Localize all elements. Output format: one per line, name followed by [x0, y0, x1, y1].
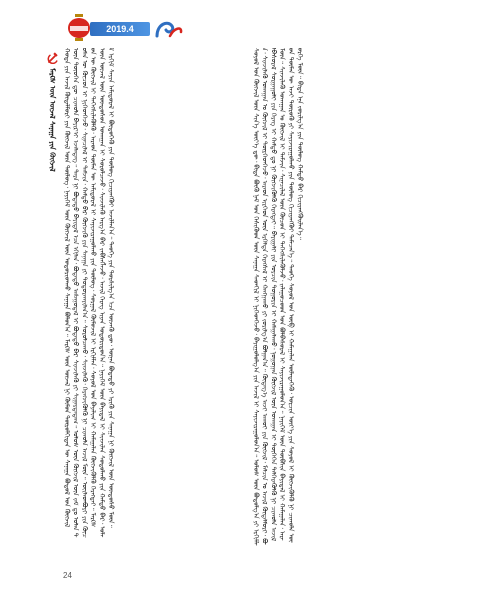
issue-banner [90, 22, 150, 36]
text-column-right: ᠰᠣᠶᠣᠯ ᠤᠨ ᠬᠥᠭᠵᠢᠯ ᠦᠨ ᠰᠢᠨ᠎ᠡ ᠦᠶ᠎ᠡ ᠳᠦ᠂ ᠪᠢᠳᠡ ᠪᠦᠬᠦ ᠨᠠᠮ ᠤᠨ ᠭᠡᠰᠢᠭᠦᠳ ᠦᠨ ᠰᠠᠨᠠᠭᠠ ᠰᠡᠳᠬᠢᠯ ᠢ ᠨᠢᠭᠡᠳᠬᠡᠵᠦ᠂ ᠪᠠᠶᠢᠭᠤᠯᠤᠯᠭ᠎ᠠ ᠶᠢᠨ ᠠᠵᠢᠯ ᠢ ᠰᠠᠶᠢᠵᠢᠷᠠᠭᠤᠯᠤᠨ᠎ᠠ᠃ ᠤᠯᠤᠰ ᠦᠨ ᠪᠣᠳᠤᠯᠭ᠎ᠠ ᠶᠢ ᠡᠷᠬᠢᠮᠯᠡᠨ᠂ ᠰᠢᠨᠵᠢᠯᠡᠬᠦ ᠤᠬᠠᠭᠠᠨ ᠤ ᠬᠥᠭᠵᠢᠯ ᠢ ᠲᠦᠷᠭᠡᠳᠭᠡᠵᠦ᠂ ᠠᠷᠠᠳ ᠢᠷᠭᠡᠳ ᠦᠨ ᠡᠷᠭᠡᠯᠲᠡ ᠬᠡᠷᠡᠭᠰᠡᠯ ᠢ ᠬᠠᠩᠭᠠᠬᠤ ᠶᠢ ᠵᠣᠷᠢᠯᠭ᠎ᠠ ᠪᠣᠯᠭᠠᠨ᠎ᠠ᠃ ᠬᠥᠳᠡᠭ᠎ᠡ ᠠᠵᠢ ᠠᠬᠤᠢ ᠶᠢᠨ ᠬᠥᠭᠵᠢᠯ᠂ ᠮᠠᠯᠴᠢᠨ ᠤ ᠠᠵᠢᠯ ᠬᠥᠳᠡᠯᠮᠦᠷᠢ᠂ ᠪᠣᠯᠪᠠᠰᠤᠷᠠᠯ ᠰᠤᠷᠭᠠᠭᠤᠯᠢ ᠶᠢᠨ ᠬᠡᠷᠡᠭ ᠢ ᠬᠠᠮᠲᠤ ᠳᠤ ᠨᠢ ᠬᠥᠭᠵᠢᠭᠦᠯᠬᠦ ᠬᠡᠷᠡᠭᠲᠡᠶ᠃ ᠪᠠᠶᠢᠭᠠᠯᠢ ᠶᠢᠨ ᠣᠷᠴᠢᠨ ᠲᠣᠭᠣᠷᠢᠨ ᠢ ᠬᠠᠮᠠᠭᠠᠯᠠᠬᠤ᠂ ᠨᠣᠭᠣᠭᠠᠨ ᠬᠥᠭᠵᠢᠯ ᠦᠨ ᠤᠬᠠᠭᠠᠨ ᠢ ᠲᠦᠭᠡᠭᠡᠨ ᠳᠡᠯᠭᠡᠷᠡᠭᠦᠯᠬᠦ ᠨᠢ ᠴᠢᠬᠤᠯᠠ ᠠᠵᠢᠯ ᠮᠥᠨ᠃ ᠰᠢᠨᠵᠢᠯᠡᠬᠦ ᠤᠬᠠᠭᠠᠨ ᠤ ᠬᠥᠭᠵᠢᠯ ᠢ ᠳᠡᠮᠵᠢᠨ᠂ ᠰᠢᠨᠡᠴᠢᠯᠡᠯ ᠦᠨ ᠬᠦᠴᠦᠨ ᠢ ᠳᠡᠭᠡᠭᠰᠢᠯᠡᠭᠦᠯᠵᠦ᠂ ᠵᠠᠯᠠᠭᠤᠴᠤᠳ ᠤᠨ ᠪᠣᠯᠪᠠᠰᠤᠷᠠᠯ ᠢ ᠰᠠᠶᠢᠵᠢᠷᠠᠭᠤᠯᠤᠨ᠎ᠠ᠃ ᠨᠡᠶᠢᠭᠡᠮ ᠦᠨ ᠲᠥᠪᠰᠢᠨ ᠪᠠᠶᠢᠳᠠᠯ ᠢ ᠬᠠᠮᠠᠭᠠᠯᠠᠨ᠂ ᠠᠷᠠᠳ ᠲᠦᠮᠡᠨ ᠦ ᠠᠵᠢ ᠲᠦᠷᠦᠬᠦ ᠶᠢ ᠰᠠᠶᠢᠵᠢᠷᠠᠭᠤᠯᠬᠤ ᠶᠢᠨ ᠲᠥᠯᠥᠭ ᠬᠢᠴᠢᠶᠡᠩᠭᠦᠢ ᠲᠡᠮᠡᠴᠡᠨ᠎ᠡ᠃ ᠲᠡᠦᠬᠡ ᠰᠣᠶᠣᠯ ᠤᠨ ᠥᠪ ᠢ ᠬᠠᠮᠠᠭᠠᠯᠠᠨ ᠦᠯᠡᠳᠡᠭᠡᠬᠦ᠂ ᠣᠷᠴᠢᠨ ᠦᠶ᠎ᠡ ᠶᠢᠨ ᠰᠣᠶᠣᠯ ᠢ ᠬᠥᠭᠵᠢᠭᠦᠯᠬᠦ ᠨᠢ ᠴᠢᠬᠤᠯᠠ ᠦᠦᠷᠭᠡ ᠮᠥᠨ᠃ ᠪᠢᠳᠡ ᠡᠨᠡ ᠵᠣᠷᠢᠯᠭ᠎ᠠ ᠶᠢᠨ ᠲᠥᠯᠥᠭ ᠬᠠᠮᠲᠤ ᠪᠠᠷ ᠬᠢᠴᠢᠶᠡᠩᠭᠦᠢᠯᠡᠨ᠎ᠡ᠃ [251, 48, 304, 546]
page-number: 24 [63, 571, 72, 580]
article-caption [46, 52, 60, 232]
lantern-icon [66, 14, 92, 42]
masthead [66, 14, 184, 44]
hammer-sickle-emblem-icon [47, 52, 59, 64]
issue-label: 2019.4 [106, 24, 134, 34]
swirl-logo-icon [154, 18, 184, 40]
text-column-left: ᠬᠣᠲᠠ ᠶᠢᠨ ᠠᠵᠢᠯ ᠬᠥᠳᠡᠯᠮᠦᠷᠢ ᠶᠢᠨ ᠬᠥᠭᠵᠢᠯ ᠦᠨ ᠲᠥᠯᠥᠭ᠂ ᠨᠡᠶᠢᠭᠡᠮ ᠦᠨ ᠬᠥᠭᠵᠢᠯ ᠦᠨ ᠤᠳᠤᠷᠢᠳᠬᠤ ᠰᠠᠨᠠᠭᠠ ᠪᠣᠯᠤᠨ᠎ᠠ᠃ ᠮᠠᠷᠺᠰ ᠦᠨ ᠦᠵᠡᠯ ᠨᠢ ᠬᠦᠮᠦᠨ ᠲᠥᠷᠥᠯᠬᠢᠲᠡᠨ ᠦ ᠰᠠᠨᠠᠭᠠ ᠪᠣᠳᠤᠯ ᠤᠨ ᠬᠥᠭᠵᠢᠯ ᠦᠨ ᠲᠦᠦᠬᠡᠨ ᠳᠦ ᠴᠢᠬᠤᠯᠠ ᠪᠠᠶᠢᠷ᠎ᠢ ᠡᠵᠡᠯᠡᠳᠡᠭ᠃ ᠲᠡᠷᠡ ᠨᠢ ᠪᠣᠳᠠᠲᠤ ᠪᠠᠶᠢᠳᠠᠯ ᠡᠴᠡ ᠡᠬᠢᠯᠡᠨ᠂ ᠪᠣᠳᠠᠲᠤ ᠠᠰᠠᠭᠤᠳᠠᠯ ᠢ ᠪᠣᠳᠠᠲᠤ ᠪᠠᠷ ᠰᠢᠨᠵᠢᠯᠡᠬᠦ ᠶᠢ ᠰᠢᠭᠠᠷᠳᠠᠳᠠᠭ᠃ ᠤᠯᠤᠰ ᠦᠨ ᠬᠥᠭᠵᠢᠯ ᠦᠨ ᠵᠠᠮ ᠳᠤ ᠣᠯᠠᠨ ᠲᠦᠮᠡᠨ ᠦ ᠬᠦᠴᠦᠨ ᠢ ᠨᠢᠭᠡᠳᠭᠡᠵᠦ᠂ ᠰᠢᠨᠡᠴᠢᠯᠡᠯ ᠢ ᠳᠡᠮᠵᠢᠨ᠂ ᠬᠠᠮᠲᠤ ᠪᠠᠷ ᠬᠥᠭᠵᠢᠬᠦ ᠶᠢᠨ ᠰᠠᠨᠠᠭᠠ ᠶᠢ ᠲᠣᠳᠣᠷᠬᠠᠶᠢᠯᠠᠨ᠎ᠠ᠃ ᠰᠤᠷᠤᠯᠴᠠᠬᠤ᠂ ᠰᠢᠨᠵᠢᠯᠡᠬᠦ᠂ ᠬᠡᠷᠡᠭᠵᠢᠭᠦᠯᠬᠦ ᠨᠢ ᠴᠢᠬᠤᠯᠠ ᠠᠵᠢᠯ ᠮᠥᠨ᠃ ᠦᠢᠯᠡᠳᠪᠦᠷᠢ ᠶᠢᠨ ᠬᠦᠴᠦᠨ ᠦ ᠬᠥᠭᠵᠢᠯ ᠢ ᠳᠡᠭᠡᠭᠰᠢᠯᠡᠭᠦᠯᠬᠦ᠂ ᠠᠷᠠᠳ ᠲᠦᠮᠡᠨ ᠦ ᠠᠮᠢᠳᠤᠷᠠᠯ ᠢ ᠰᠠᠶᠢᠵᠢᠷᠠᠭᠤᠯᠬᠤ ᠶᠢᠨ ᠲᠥᠯᠥᠭ᠂ ᠰᠤᠷᠭᠠᠯ ᠬᠥᠮᠦᠵᠢᠯ ᠢ ᠡᠷᠬᠢᠮᠯᠡᠨ᠂ ᠰᠣᠶᠣᠯ ᠤᠨ ᠪᠠᠶᠠᠯᠢᠭ ᠢ ᠬᠠᠮᠠᠭᠠᠯᠠᠨ ᠬᠥᠭᠵᠢᠭᠦᠯᠬᠦ ᠬᠡᠷᠡᠭᠲᠡᠶ᠃ ᠮᠠᠷᠺᠰ ᠦᠨ ᠦᠵᠡᠯ ᠦᠨ ᠦᠨᠳᠦᠰᠦᠨ ᠤᠬᠠᠭᠠᠨ ᠢ ᠰᠤᠷᠤᠯᠴᠠᠵᠤ᠂ ᠰᠢᠨᠵᠢᠯᠡᠬᠦ ᠠᠷᠭ᠎ᠠ ᠪᠠᠷ ᠵᠡᠪᠰᠡᠭᠯᠡᠵᠦ᠂ ᠠᠵᠢᠯ ᠬᠡᠷᠡᠭ ᠢᠶᠡᠨ ᠤᠳᠤᠷᠢᠳᠤᠨ᠎ᠠ᠃ ᠨᠡᠶᠢᠭᠡᠮ ᠦᠨ ᠪᠠᠶᠢᠳᠠᠯ ᠢ ᠰᠢᠨᠵᠢᠯᠡᠨ ᠰᠤᠳᠤᠯᠬᠤ ᠶᠢᠨ ᠬᠠᠮᠲᠤ ᠪᠠᠷ᠂ ᠤᠯᠠᠮ ᠡᠷᠬᠢᠮ ᠰᠠᠶᠢᠨ ᠠᠮᠢᠳᠤᠷᠠᠯ ᠢ ᠪᠦᠲᠦᠭᠡᠬᠦ ᠶᠢᠨ ᠲᠥᠯᠥᠭ ᠬᠢᠴᠢᠶᠡᠩᠭᠦᠢ ᠠᠵᠢᠯᠯᠠᠨ᠎ᠠ᠃ ᠲᠡᠦᠬᠡ ᠶᠢᠨ ᠲᠤᠷᠰᠢᠯᠭ᠎ᠠ ᠡᠴᠡ ᠦᠵᠡᠬᠦ ᠳᠦ᠂ ᠦᠨᠡᠨ ᠪᠣᠳᠠᠲᠤ ᠶᠢ ᠡᠷᠢᠬᠦ ᠶᠢᠨ ᠰᠠᠨᠠᠭᠠ ᠨᠢ ᠬᠥᠭᠵᠢᠯ ᠦᠨ ᠦᠨᠳᠦᠰᠦ ᠮᠥᠨ᠃ [62, 48, 115, 538]
caption-heading: ᠮᠠᠷᠺᠰ ᠦᠨ ᠦᠵᠡᠯ ᠰᠠᠨᠠᠭᠠ ᠶᠢᠨ ᠬᠥᠭᠵᠢᠯ [48, 68, 57, 172]
